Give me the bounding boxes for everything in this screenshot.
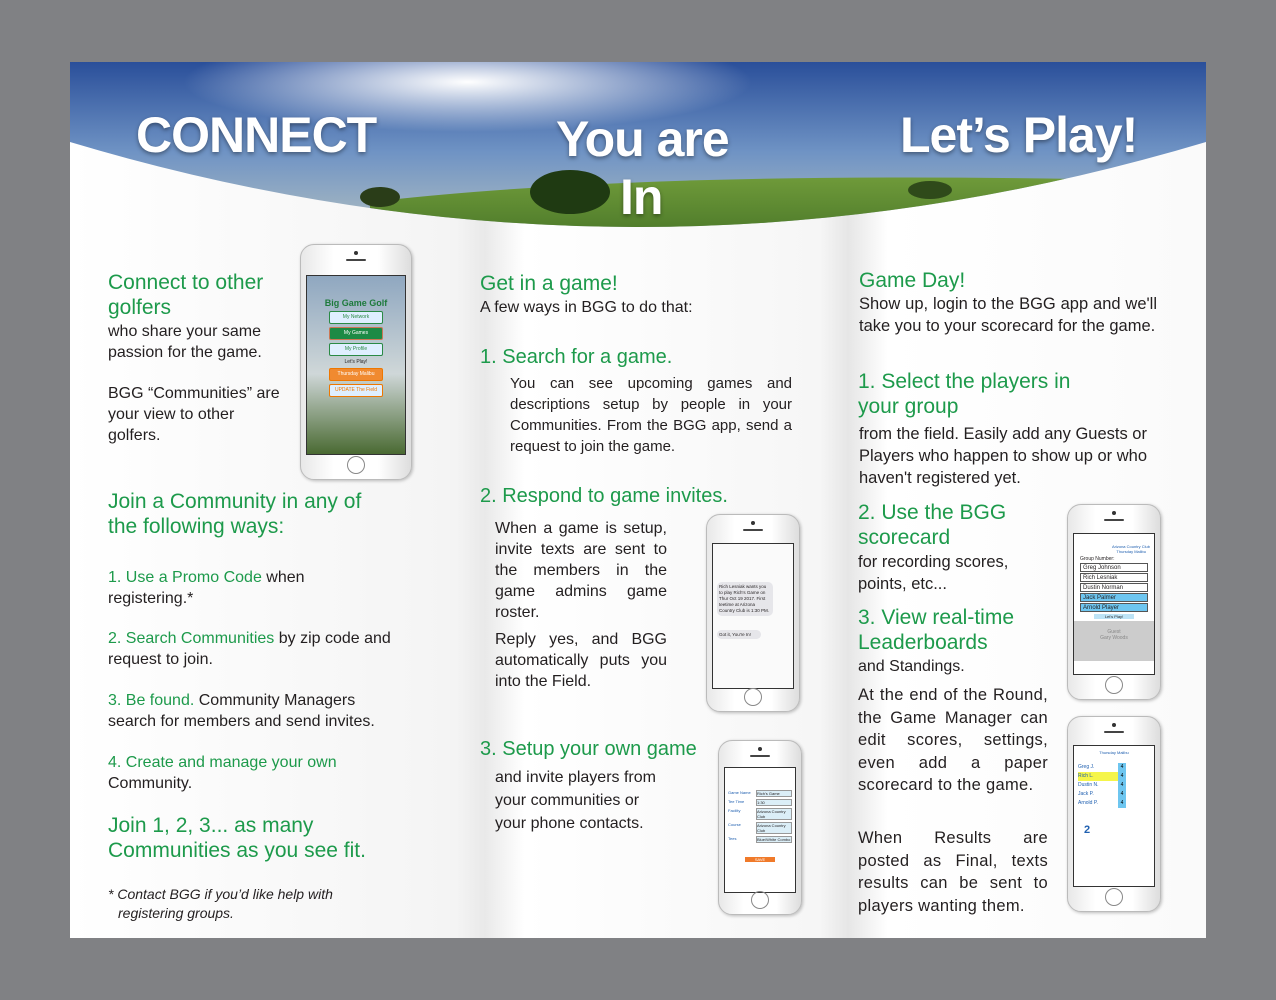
home-button-icon <box>744 688 762 706</box>
join-item: 2. Search Communities by zip code and request to join. <box>108 630 391 668</box>
home-button-icon <box>751 891 769 909</box>
brochure <box>70 62 1206 938</box>
game-button[interactable]: Thursday Malibu <box>329 368 383 381</box>
my-network-button[interactable]: My Network <box>329 311 383 324</box>
player-row[interactable]: Rich Lesniak <box>1080 573 1148 582</box>
get-in-game-heading: Get in a game! <box>480 272 618 295</box>
invites-text: When a game is setup, invite texts are sent to the members in the game admins game roster. <box>495 520 667 621</box>
home-button-icon <box>1105 888 1123 906</box>
communities-text: BGG “Communities” are your view to other golfers. <box>108 385 280 444</box>
app-title: Big Game Golf <box>324 298 388 308</box>
sms-message: Rich Lesniak wants you to play Rich's Game on Thur Oct 19 2017. First teetime at Arizona Country Club is 1:30 PM. <box>717 582 773 616</box>
connect-text: who share your same passion for the game. <box>108 323 262 361</box>
join-item: 3. Be found. Community Managers search for members and send invites. <box>108 692 375 730</box>
title-you-are: You are <box>556 111 729 167</box>
select-players-text: from the field. Easily add any Guests or Players who happen to show up or who haven't registered yet. <box>859 425 1148 487</box>
search-game-heading: 1. Search for a game. <box>480 346 673 368</box>
player-row[interactable]: Dustin Norman <box>1080 583 1148 592</box>
footnote: * Contact BGG if you’d like help with registering groups. <box>108 886 333 921</box>
connect-heading: Connect to other golfers <box>108 271 264 319</box>
select-players-heading: 1. Select the players in your group <box>858 370 1071 418</box>
join-item: 4. Create and manage your own Community. <box>108 754 337 792</box>
results-text: When Results are posted as Final, texts results can be sent to players wanting them. <box>858 829 1048 915</box>
lets-play-button[interactable]: Let's Play! <box>1094 614 1134 619</box>
home-button-icon <box>347 456 365 474</box>
phone-sms-invite <box>706 514 800 712</box>
sms-reply: Got it, You're In! <box>717 630 761 639</box>
player-row[interactable]: Greg Johnson <box>1080 563 1148 572</box>
title-in: In <box>620 169 663 225</box>
title-connect: CONNECT <box>136 107 377 163</box>
join-item: 1. Use a Promo Code when registering.* <box>108 569 305 607</box>
player-row[interactable]: Jack Palmer <box>1080 593 1148 602</box>
end-of-round-text: At the end of the Round, the Game Manager can edit scores, settings, even add a paper scorecard to the game. <box>858 686 1048 794</box>
setup-game-text: and invite players from your communities or your phone contacts. <box>495 769 656 832</box>
invites-reply-text: Reply yes, and BGG automatically puts you into the Field. <box>495 631 667 690</box>
my-profile-button[interactable]: My Profile <box>329 343 383 356</box>
search-game-text: You can see upcoming games and descriptions setup by people in your Communities. From the BGG app, send a request to join the game. <box>510 375 792 455</box>
update-field-button[interactable]: UPDATE The Field <box>329 384 383 397</box>
phone-group-select: Arizona Country Club Thursday Malibu Group Number: Greg Johnson Rich Lesniak Dustin Norman Jack Palmer Arnold Player Let's Play! Guest Gary Woods <box>1067 504 1161 700</box>
join-heading: Join a Community in any of the following ways: <box>108 490 362 538</box>
player-row[interactable]: Arnold Player <box>1080 603 1148 612</box>
game-day-heading: Game Day! <box>859 269 966 292</box>
phone-home-screen <box>300 244 412 480</box>
get-in-game-text: A few ways in BGG to do that: <box>480 299 693 316</box>
invites-heading: 2. Respond to game invites. <box>480 485 728 507</box>
title-lets-play: Let’s Play! <box>900 107 1138 163</box>
lets-play-label: Let's Play! <box>344 359 368 365</box>
phone-game-setup: Game Name Rich's Game Tee Time 1:30 Facility Arizona Country Club Course Arizona Country Club Tees Blue/White Combo SAVE <box>718 740 802 915</box>
leaderboards-heading: 3. View real-time Leaderboards <box>858 606 1015 654</box>
scorecard-heading: 2. Use the BGG scorecard <box>858 501 1007 549</box>
my-games-button[interactable]: My Games <box>329 327 383 340</box>
phone-scorecard: Thursday Malibu Greg J. 4 Rich L. 4 Dustin N. 4 Jack P. 4 Arnold P. 4 2 <box>1067 716 1161 912</box>
join-many-heading: Join 1, 2, 3... as many Communities as you see fit. <box>108 814 366 862</box>
leaderboards-text: and Standings. <box>858 658 965 675</box>
save-button[interactable]: SAVE <box>745 857 775 862</box>
home-button-icon <box>1105 676 1123 694</box>
setup-game-heading: 3. Setup your own game <box>480 738 697 760</box>
scorecard-text: for recording scores, points, etc... <box>858 553 1009 593</box>
game-day-text: Show up, login to the BGG app and we'll take you to your scorecard for the game. <box>859 295 1157 335</box>
